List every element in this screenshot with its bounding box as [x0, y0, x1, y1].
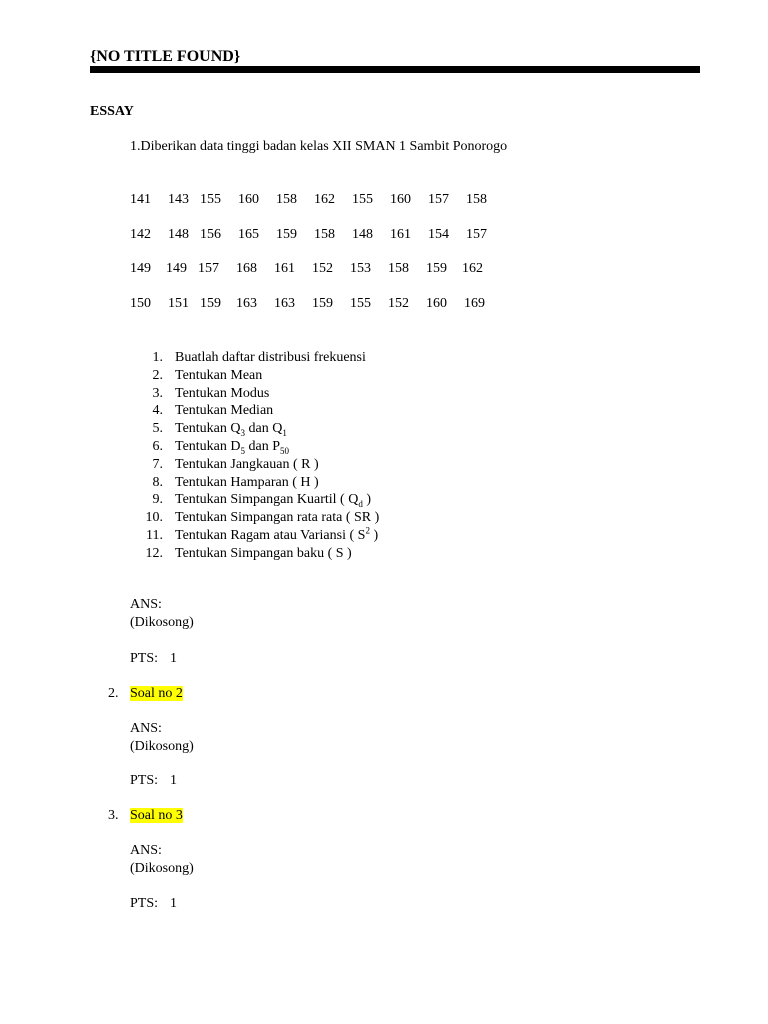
- task-text: Tentukan $Q_3$ dan $Q_1$: [175, 421, 287, 438]
- q3-ans-value: (Dikosong): [130, 861, 194, 876]
- data-cell: 157: [466, 227, 487, 242]
- data-row: [130, 295, 530, 313]
- data-cell: 148: [352, 227, 373, 242]
- data-cell: 161: [274, 261, 295, 276]
- q2-number: 2.: [108, 686, 119, 701]
- task-number: 5.: [152, 421, 163, 437]
- question-1-text: 1.Diberikan data tinggi badan kelas XII SMAN 1 Sambit Ponorogo: [130, 139, 508, 154]
- task-text: Buatlah daftar distribusi frekuensi: [175, 350, 366, 365]
- data-cell: 159: [426, 261, 447, 276]
- data-cell: 149: [166, 261, 187, 276]
- q1-pts-label: PTS:: [130, 651, 159, 666]
- data-cell: 162: [462, 261, 483, 276]
- q3-ans-label: ANS:: [130, 843, 162, 858]
- data-cell: 159: [200, 296, 221, 311]
- data-cell: 168: [236, 261, 257, 276]
- task-text: Tentukan Mean: [175, 367, 263, 383]
- task-number: 8.: [152, 474, 163, 490]
- data-cell: 155: [350, 296, 371, 311]
- data-cell: 162: [314, 192, 335, 207]
- data-cell: 152: [312, 261, 333, 276]
- q2-pts-label: PTS:: [130, 773, 159, 788]
- q1-ans-label: ANS:: [130, 597, 162, 612]
- q3-pts-label: PTS:: [130, 896, 159, 911]
- data-cell: 158: [388, 261, 409, 276]
- data-cell: 158: [314, 227, 335, 242]
- data-cell: 159: [276, 227, 297, 242]
- data-cell: 151: [168, 296, 189, 311]
- data-cell: 157: [198, 261, 219, 276]
- q1-pts-value: 1: [170, 651, 178, 666]
- data-cell: 148: [168, 227, 189, 242]
- task-number: 10.: [145, 510, 163, 526]
- task-text: Tentukan Simpangan Kuartil ( $Q_d$ ): [175, 492, 371, 510]
- task-text: Tentukan Median: [175, 403, 274, 419]
- data-cell: 160: [238, 192, 259, 207]
- task-number: 6.: [152, 438, 163, 454]
- q2-ans-label: ANS:: [130, 721, 162, 736]
- task-text: Tentukan Modus: [175, 385, 270, 401]
- q3-pts: [130, 895, 177, 913]
- data-cell: 169: [464, 296, 485, 311]
- task-number: 1.: [152, 350, 163, 365]
- data-cell: 156: [200, 227, 221, 242]
- task-text: Tentukan Simpangan baku ( S ): [175, 545, 352, 561]
- data-cell: 154: [428, 227, 449, 242]
- data-cell: 157: [428, 192, 449, 207]
- task-number: 11.: [146, 527, 163, 543]
- data-cell: 155: [352, 192, 373, 207]
- q2-text-highlight: Soal no 2: [130, 686, 183, 701]
- data-cell: 159: [312, 296, 333, 311]
- data-cell: 160: [426, 296, 447, 311]
- data-cell: 152: [388, 296, 409, 311]
- data-cell: 142: [130, 227, 151, 242]
- data-cell: 141: [130, 192, 151, 207]
- q1-pts: [130, 650, 177, 668]
- q1-ans-value: (Dikosong): [130, 615, 194, 630]
- title-rule: [90, 66, 700, 73]
- data-cell: 158: [276, 192, 297, 207]
- data-cell: 163: [274, 296, 295, 311]
- task-text: Tentukan Jangkauan ( R ): [175, 456, 319, 472]
- data-row: [130, 260, 530, 278]
- q2-text: [130, 685, 183, 703]
- data-cell: 149: [130, 261, 151, 276]
- task-number: 9.: [152, 492, 163, 508]
- data-cell: 158: [466, 192, 487, 207]
- task-text: Tentukan Hamparan ( H ): [175, 474, 319, 490]
- q2-ans-value: (Dikosong): [130, 739, 194, 754]
- task-number: 2.: [152, 367, 163, 383]
- q2-pts-value: 1: [170, 773, 178, 788]
- task-number: 12.: [145, 545, 163, 561]
- document-title: {NO TITLE FOUND}: [90, 48, 241, 65]
- task-number: 3.: [152, 385, 163, 401]
- data-cell: 143: [168, 192, 189, 207]
- data-cell: 165: [238, 227, 259, 242]
- task-text: Tentukan Ragam atau Variansi ( $S^2$ ): [175, 525, 379, 543]
- q3-number: 3.: [108, 808, 119, 823]
- section-heading: ESSAY: [90, 104, 134, 119]
- q3-text: [130, 807, 183, 825]
- q2-pts: [130, 772, 177, 790]
- task-number: 7.: [152, 456, 163, 472]
- data-row: [130, 191, 530, 209]
- data-cell: 150: [130, 296, 151, 311]
- task-number: 4.: [152, 403, 163, 419]
- data-cell: 161: [390, 227, 411, 242]
- q3-text-highlight: Soal no 3: [130, 808, 183, 823]
- data-cell: 160: [390, 192, 411, 207]
- data-cell: 155: [200, 192, 221, 207]
- data-row: [130, 226, 530, 244]
- task-text: Tentukan Simpangan rata rata ( SR ): [175, 510, 380, 526]
- q3-pts-value: 1: [170, 896, 178, 911]
- data-cell: 153: [350, 261, 371, 276]
- data-cell: 163: [236, 296, 257, 311]
- task-text: Tentukan $D_5$ dan $P_{50}$: [175, 438, 290, 456]
